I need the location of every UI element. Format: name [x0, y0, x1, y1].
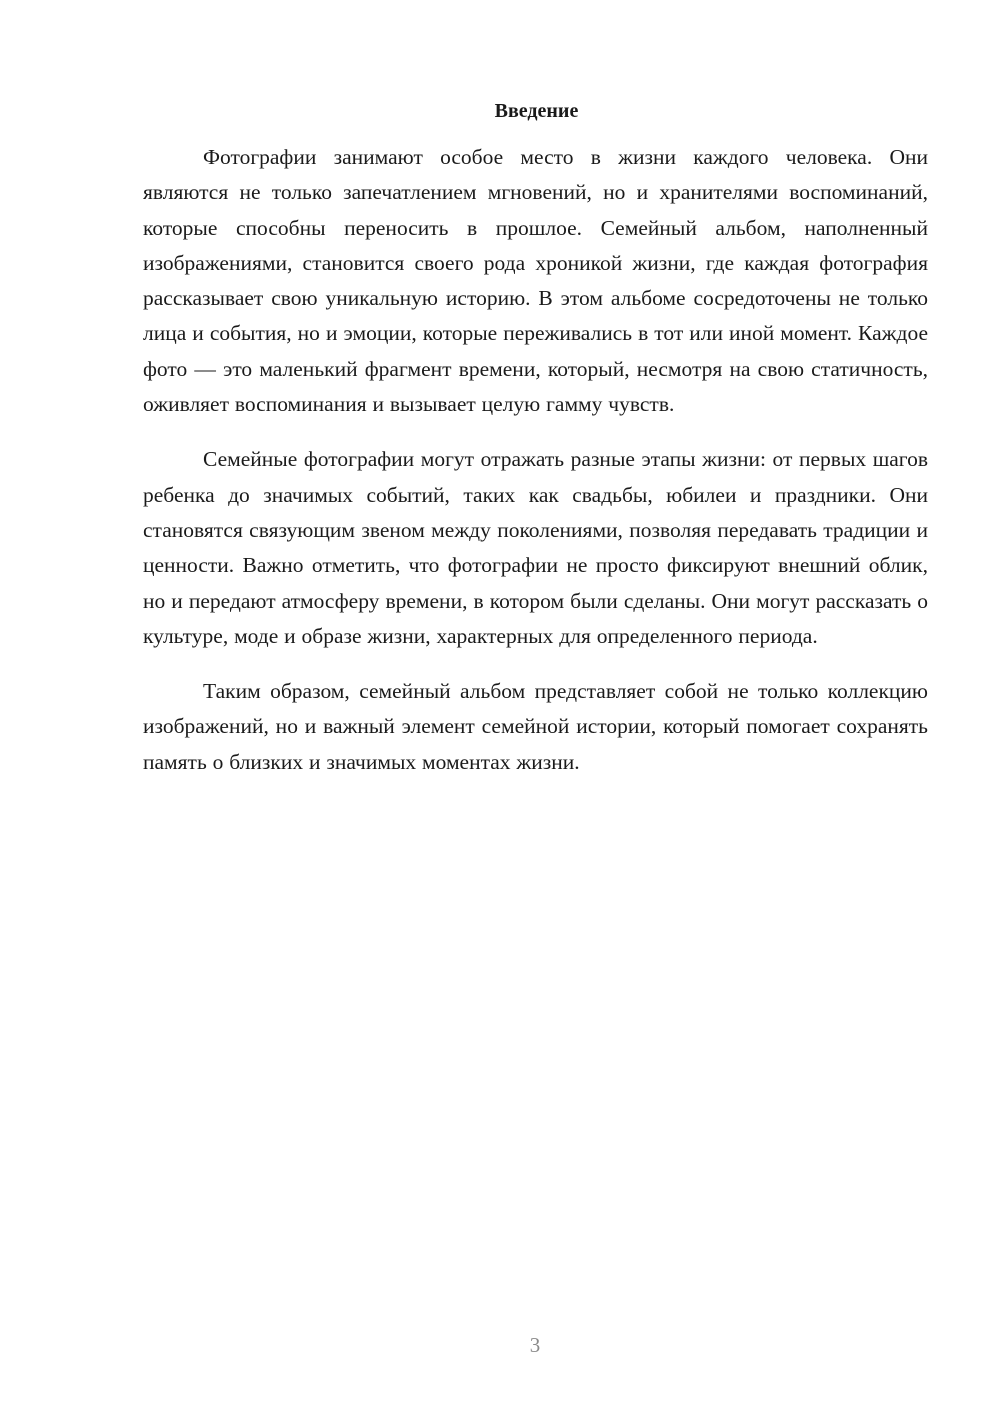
section-heading: Введение [494, 100, 579, 122]
page-number: 3 [529, 1333, 541, 1357]
paragraph-2: Семейные фотографии могут отражать разные этапы жизни: от первых шагов ребенка до значимых событий, таких как свадьбы, юбилеи и праздники. Они становятся связующим звеном между поколениями, позволяя передавать традиции и ценности. Важно отметить, что фотографии не просто фиксируют внешний облик, но и передают атмосферу времени, в котором были сделаны. Они могут рассказать о культуре, моде и образе жизни, характерных для определенного периода. [143, 447, 928, 648]
paragraph-3: Таким образом, семейный альбом представляет собой не только коллекцию изображений, но и важный элемент семейной истории, который помогает сохранять память о близких и значимых моментах жизни. [143, 679, 928, 774]
paragraph-1: Фотографии занимают особое место в жизни каждого человека. Они являются не только запечатлением мгновений, но и хранителями воспоминаний, которые способны переносить в прошлое. Семейный альбом, наполненный изображениями, становится своего рода хроникой жизни, где каждая фотография рассказывает свою уникальную историю. В этом альбоме сосредоточены не только лица и события, но и эмоции, которые переживались в тот или иной момент. Каждое фото — это маленький фрагмент времени, который, несмотря на свою статичность, оживляет воспоминания и вызывает целую гамму чувств. [143, 145, 928, 417]
page-content [143, 96, 928, 780]
